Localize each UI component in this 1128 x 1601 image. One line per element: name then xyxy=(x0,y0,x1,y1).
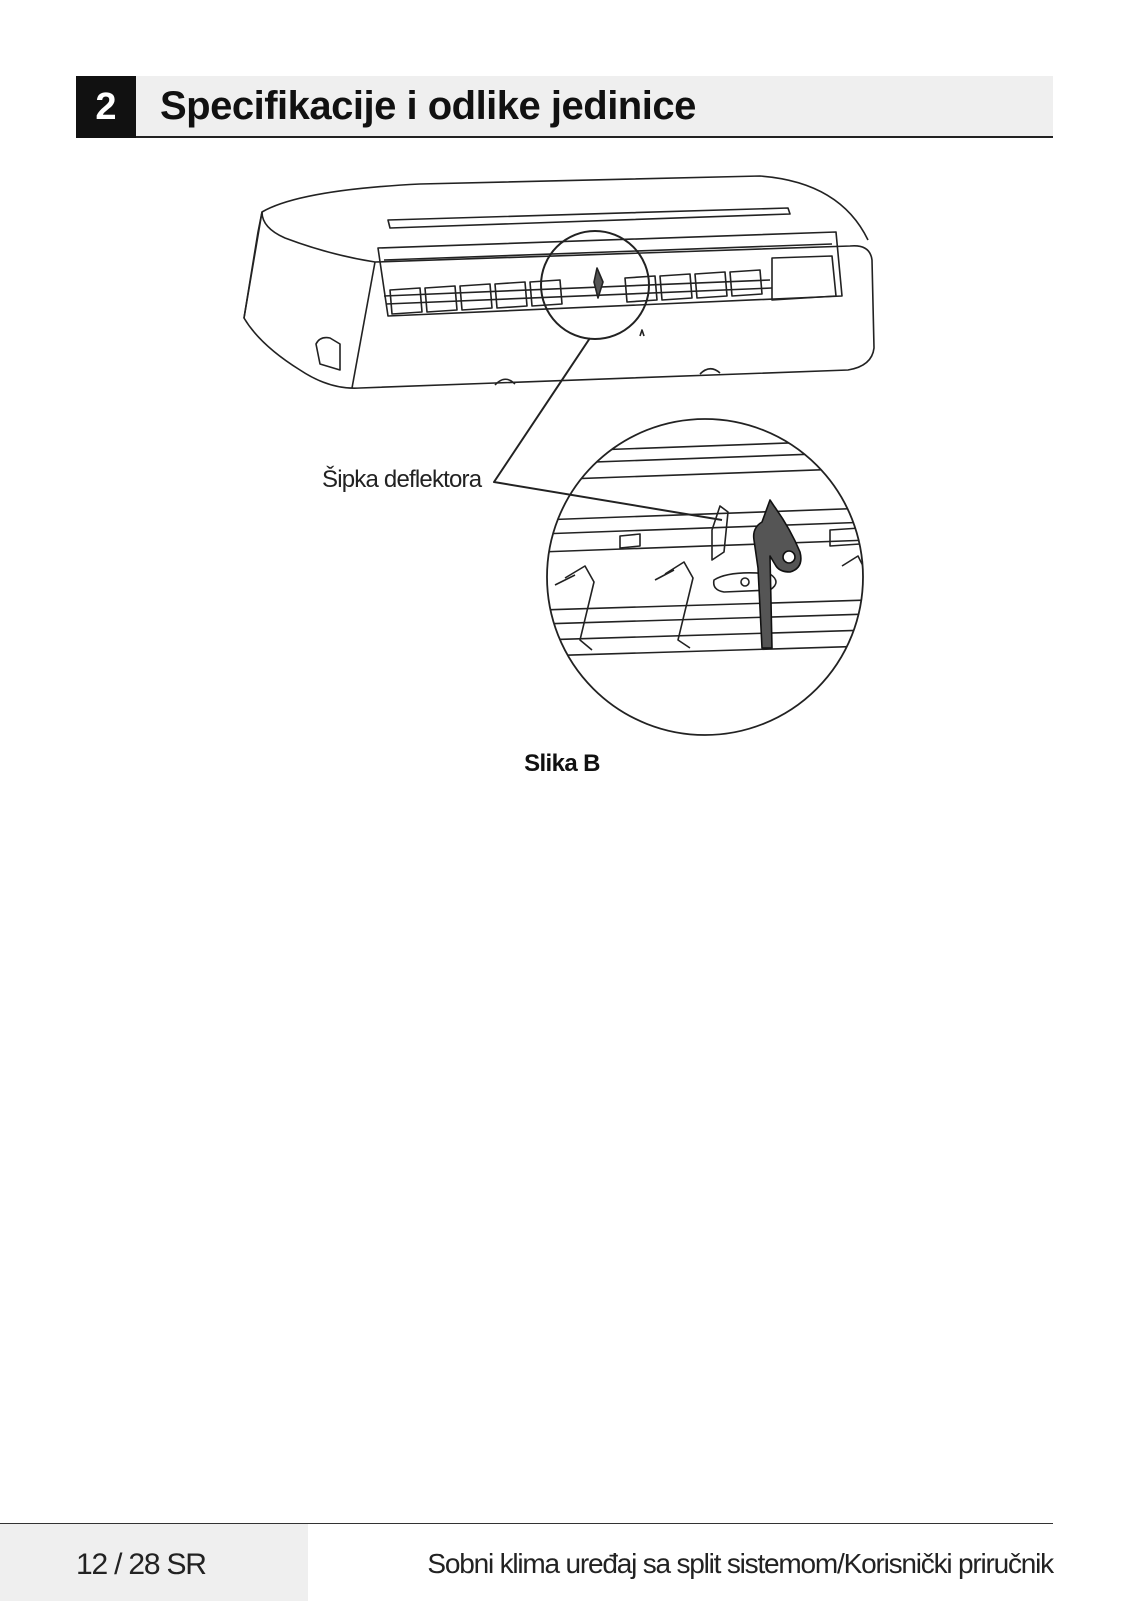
deflector-rod xyxy=(754,500,801,648)
document-title: Sobni klima uređaj sa split sistemom/Korisnički priručnik xyxy=(427,1548,1053,1579)
air-conditioner-illustration xyxy=(0,0,1128,760)
page-number: 12 / 28 SR xyxy=(76,1548,206,1581)
leader-line xyxy=(494,338,722,520)
zoom-detail-circle xyxy=(547,419,863,735)
chapter-title: Specifikacije i odlike jedinice xyxy=(160,84,696,128)
deflector-rod-label: Šipka deflektora xyxy=(322,466,482,493)
chapter-number: 2 xyxy=(76,76,136,138)
figure-caption-text: Slika B xyxy=(524,750,600,777)
figure-caption xyxy=(0,750,1128,778)
top-vent-slot xyxy=(388,208,790,228)
